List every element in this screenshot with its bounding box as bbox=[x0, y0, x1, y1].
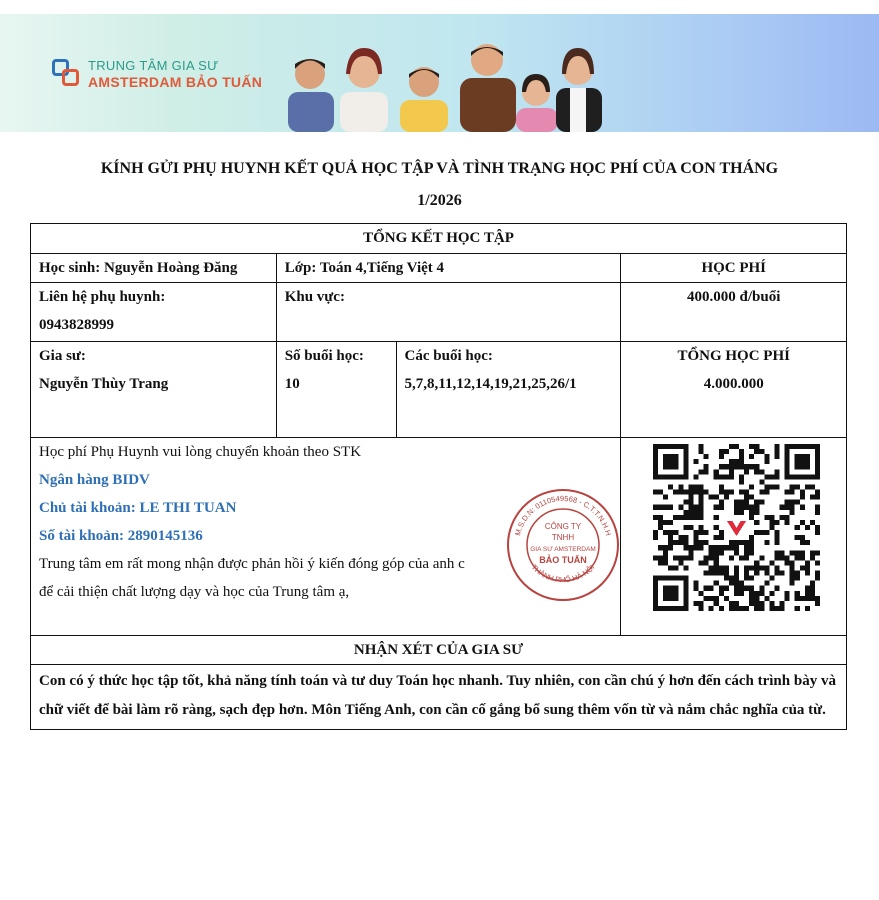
session-count: 10 bbox=[284, 376, 300, 392]
parent-phone: 0943828999 bbox=[39, 317, 114, 333]
session-count-label: Số buổi học: bbox=[284, 348, 364, 364]
summary-title: TỔNG KẾT HỌC TẬP bbox=[31, 224, 847, 254]
stamp-line3: GIA SƯ AMSTERDAM bbox=[530, 546, 596, 553]
stamp-bottom-text: THÀNH PHỐ HÀ NỘI bbox=[529, 562, 597, 585]
stamp-line2: TNHH bbox=[551, 533, 575, 542]
parent-contact-label: Liên hệ phụ huynh: bbox=[39, 289, 166, 305]
report-heading-line2: 1/2026 bbox=[417, 192, 462, 209]
stamp-line1: CÔNG TY bbox=[544, 522, 582, 531]
account-number: Số tài khoản: 2890145136 bbox=[39, 528, 203, 544]
report-heading-line1: KÍNH GỬI PHỤ HUYNH KẾT QUẢ HỌC TẬP VÀ TÌNH TRẠNG HỌC PHÍ CỦA CON THÁNG bbox=[100, 160, 779, 177]
account-holder: Chủ tài khoản: LE THI TUAN bbox=[39, 500, 237, 516]
total-fee-label: TỔNG HỌC PHÍ bbox=[677, 348, 790, 364]
svg-text:THÀNH PHỐ HÀ NỘI bbox=[530, 563, 597, 584]
tutor-label: Gia sư: bbox=[39, 348, 86, 364]
comments-body: Con có ý thức học tập tốt, khả năng tính toán và tư duy Toán học nhanh. Tuy nhiên, con cần chú ý hơn đến cách trình bày và chữ viết để bài làm rõ ràng, sạch đẹp hơn. Môn Tiếng Anh, con cần cố gắng bổ sung thêm vốn từ và nắm chắc nghĩa của từ. bbox=[31, 665, 847, 730]
banner-people-illustration bbox=[272, 14, 612, 132]
sessions-list: 5,7,8,11,12,14,19,21,25,26/1 bbox=[404, 376, 577, 392]
logo-line1: TRUNG TÂM GIA SƯ bbox=[88, 58, 219, 73]
logo-line2: AMSTERDAM BẢO TUẤN bbox=[88, 74, 263, 90]
stamp-line4: BẢO TUẤN bbox=[539, 555, 587, 565]
tutor-name: Nguyễn Thùy Trang bbox=[39, 376, 169, 392]
stamp-outer-text: M.S.D.N: 0110549568 - C.T.T.N.H.H bbox=[513, 493, 613, 537]
area-label: Khu vực: bbox=[276, 283, 621, 342]
header-banner bbox=[0, 14, 879, 132]
center-logo bbox=[52, 58, 262, 90]
feedback-request-line2: để cải thiện chất lượng dạy và học của Trung tâm ạ, bbox=[39, 584, 350, 600]
company-stamp bbox=[505, 487, 621, 603]
class-info: Lớp: Toán 4,Tiếng Việt 4 bbox=[276, 254, 621, 283]
fee-header: HỌC PHÍ bbox=[621, 254, 847, 283]
comments-title: NHẬN XÉT CỦA GIA SƯ bbox=[31, 636, 847, 665]
student-name: Học sinh: Nguyễn Hoàng Đăng bbox=[31, 254, 277, 283]
total-fee-value: 4.000.000 bbox=[703, 376, 764, 392]
fee-per-session: 400.000 đ/buổi bbox=[621, 283, 847, 342]
bank-name: Ngân hàng BIDV bbox=[39, 472, 150, 488]
payment-qr-code bbox=[653, 444, 820, 611]
payment-instruction: Học phí Phụ Huynh vui lòng chuyển khoản theo STK bbox=[39, 444, 362, 460]
sessions-label: Các buổi học: bbox=[404, 348, 493, 364]
feedback-request-line1: Trung tâm em rất mong nhận được phản hồi ý kiến đóng góp của anh c bbox=[39, 556, 465, 572]
logo-mark-icon bbox=[52, 59, 82, 89]
